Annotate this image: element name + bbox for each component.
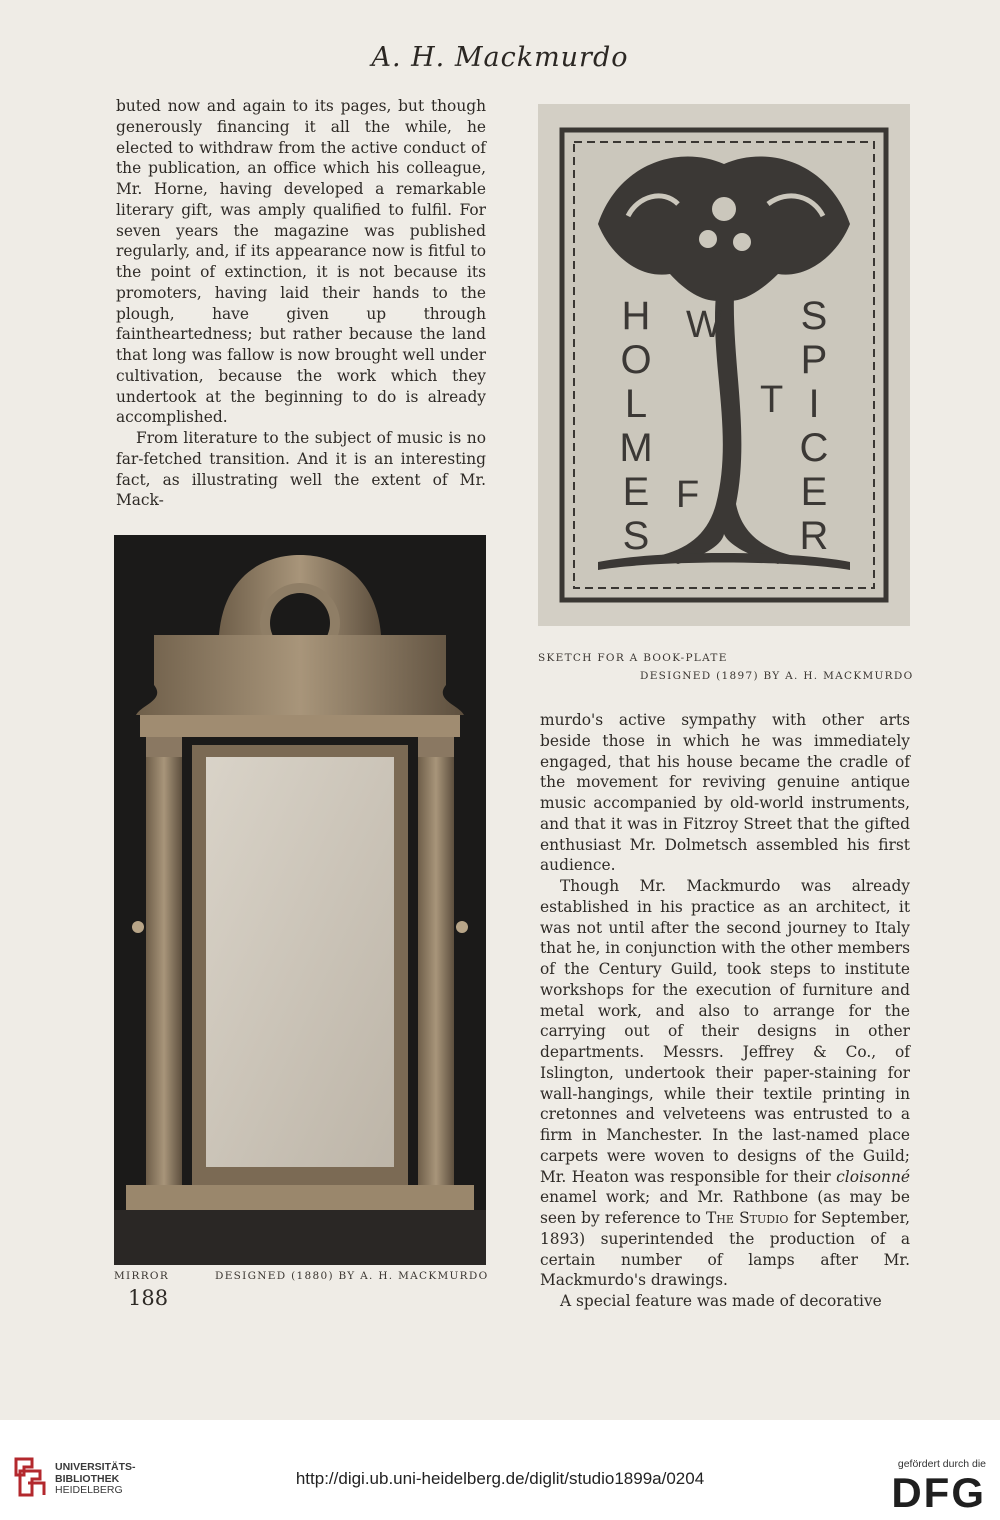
- right-text-column: [540, 710, 910, 1312]
- studio-reference: The Studio: [706, 1209, 789, 1227]
- mirror-caption-credit: DESIGNED (1880) BY A. H. MACKMURDO: [215, 1270, 489, 1282]
- bookplate-caption-title: SKETCH FOR A BOOK-PLATE: [538, 652, 728, 664]
- right-paragraph-2-text: Though Mr. Mackmurdo was already established in his practice as an architect, it was not until after the second journey to Italy that he, in conjunction with the other members of the Century Guild, took steps to institute workshops for the execution of furniture and metal work, and also to arrange for the carrying out of their designs in other departments. Messrs. Jeffrey & Co., of Islington, undertook their paper-staining for wall-hangings, while their textile printing in cretonnes and velveteens was entrusted to a firm in Manchester. In the last-named place carpets were woven to designs of the Guild; Mr. Heaton was responsible for their: [540, 877, 910, 1186]
- right-paragraph-3: A special feature was made of decorative: [560, 1292, 882, 1310]
- bookplate-letter: E: [622, 470, 650, 514]
- bookplate-letter-f: F: [676, 474, 700, 516]
- bookplate-letter-w: W: [686, 304, 722, 346]
- bookplate-letter: O: [620, 338, 652, 382]
- right-paragraph-2-cont: enamel work; and Mr. Rathbone (as may be seen by reference to: [540, 1188, 910, 1227]
- left-text-column: [116, 96, 486, 511]
- bookplate-letter: R: [799, 514, 829, 558]
- bookplate-letter: S: [622, 514, 650, 558]
- mirror-photograph: [114, 535, 486, 1265]
- bookplate-right-letters: [794, 294, 834, 558]
- page-number: 188: [128, 1286, 169, 1310]
- bookplate-letter: H: [621, 294, 651, 338]
- bookplate-artwork: [538, 104, 910, 626]
- bookplate-letter: L: [624, 382, 648, 426]
- right-paragraph-2-end: for September, 1893) superintended the production of a certain number of lamps after Mr. Mackmurdo's drawings.: [540, 1209, 910, 1290]
- institution-line-3: HEIDELBERG: [55, 1484, 123, 1496]
- dfg-logo: DFG: [891, 1469, 986, 1516]
- bookplate-letter: P: [800, 338, 828, 382]
- running-head: A. H. Mackmurdo: [371, 42, 629, 73]
- institution-line-1: UNIVERSITÄTS-: [55, 1461, 136, 1473]
- left-paragraph-2: From literature to the subject of music is no far-fetched transition. And it is an interesting fact, as illustrating well the extent of Mr. Mack-: [116, 429, 486, 510]
- institution-line-2: BIBLIOTHEK: [55, 1472, 120, 1485]
- bookplate-letter: C: [799, 426, 829, 470]
- source-url-link[interactable]: http://digi.ub.uni-heidelberg.de/diglit/studio1899a/0204: [295, 1469, 705, 1488]
- mirror-caption-label: MIRROR: [114, 1270, 170, 1282]
- cloisonne-term: cloisonné: [836, 1167, 910, 1186]
- bookplate-illustration: [538, 104, 910, 626]
- right-paragraph-2: [540, 876, 910, 1291]
- bookplate-letter: I: [808, 382, 820, 426]
- mirror-artwork: [114, 535, 486, 1265]
- bookplate-letter: M: [619, 426, 653, 470]
- bookplate-letter: S: [800, 294, 828, 338]
- bookplate-letter: E: [800, 470, 828, 514]
- bookplate-left-letters: [616, 294, 656, 558]
- bookplate-letter-t: T: [760, 379, 784, 421]
- left-paragraph-1: buted now and again to its pages, but though generously financing it all the while, he elected to withdraw from the active conduct of the publication, an office which his colleague, Mr. Horne, having developed a remarkable literary gift, was amply qualified to fulfil. For seven years the magazine was published regularly, and, if its appearance now is fitful to the point of extinction, it is not because its promoters, having laid their hands to the plough, have given up through faintheartedness; but rather because the land that long was fallow is now brought well under cultivation, because the work which they undertook at the beginning to do is already accomplished.: [116, 97, 486, 427]
- bookplate-caption-credit: DESIGNED (1897) BY A. H. MACKMURDO: [640, 670, 914, 682]
- sponsor-tagline: gefördert durch die: [897, 1458, 986, 1470]
- right-paragraph-1: murdo's active sympathy with other arts beside those in which he was immediately engaged, that his house became the cradle of the movement for reviving genuine antique music accompanied by old-world instruments, and that it was in Fitzroy Street that the gifted enthusiast Mr. Dolmetsch assembled his first audience.: [540, 711, 910, 875]
